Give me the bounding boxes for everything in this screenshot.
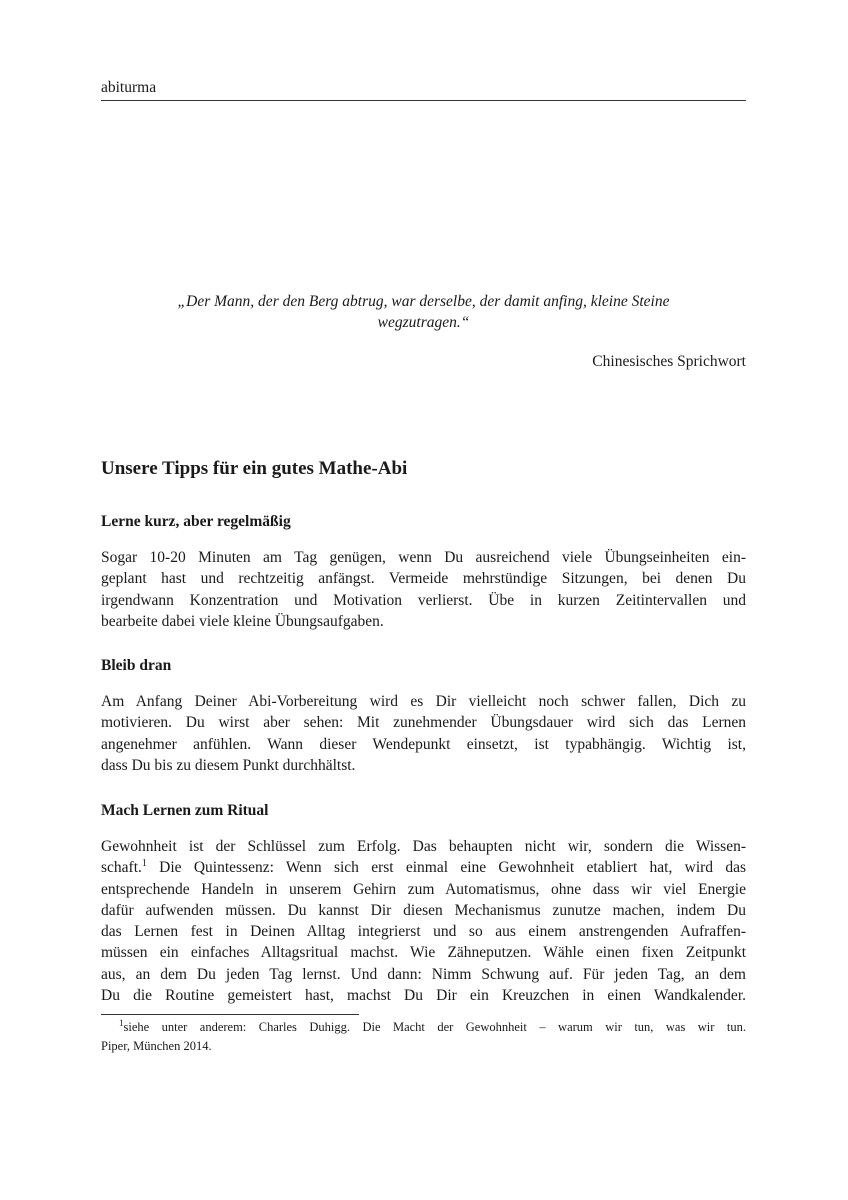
header-title: abiturma xyxy=(101,79,157,96)
paragraph-line: Gewohnheit ist der Schlüssel zum Erfolg. Das behaupten nicht wir, sondern die Wissen- xyxy=(101,838,746,855)
paragraph-text: schaft. xyxy=(101,859,142,877)
paragraph-line xyxy=(101,857,746,878)
subsection-title-lerne-kurz: Lerne kurz, aber regelmäßig xyxy=(101,513,291,530)
footnote-divider xyxy=(101,1014,359,1015)
footnote-text: siehe unter anderem: Charles Duhigg. Die Macht der Gewohnheit – warum wir tun, was wir tun. xyxy=(123,1020,746,1034)
paragraph-line: Du die Routine gemeistert hast, machst Du Dir ein Kreuzchen in einen Wandkalender. xyxy=(101,987,746,1005)
paragraph-ritual xyxy=(101,836,746,1006)
paragraph-text: Die Quintessenz: Wenn sich erst einmal eine Gewohnheit etabliert hat, wird das xyxy=(146,859,746,877)
paragraph-line: das Lernen fest in Deinen Alltag integrierst und so aus einem anstrengenden Aufraffen- xyxy=(101,923,746,941)
paragraph-line: bearbeite dabei viele kleine Übungsaufgaben. xyxy=(101,612,384,630)
footnote xyxy=(101,1018,746,1056)
paragraph-line: geplant hast und rechtzeitig anfängst. Vermeide mehrstündige Sitzungen, bei denen Du xyxy=(101,570,746,588)
footnote-marker: 1 xyxy=(141,858,147,870)
quote-line: „Der Mann, der den Berg abtrug, war derselbe, der damit anfing, kleine Steine xyxy=(177,293,670,310)
paragraph-line: dafür aufwenden müssen. Du kannst Dir diesen Mechanismus zunutze machen, indem Du xyxy=(101,901,746,919)
quote-attribution: Chinesisches Sprichwort xyxy=(592,353,746,370)
paragraph-line: angenehmer anfühlen. Wann dieser Wendepunkt einsetzt, ist typabhängig. Wichtig ist, xyxy=(101,735,746,753)
paragraph-line: entsprechende Handeln in unserem Gehirn zum Automatismus, ohne dass wir viel Energie xyxy=(101,880,746,898)
paragraph-line: motivieren. Du wirst aber sehen: Mit zunehmender Übungsdauer wird sich das Lernen xyxy=(101,714,746,732)
epigraph-quote xyxy=(101,291,746,333)
paragraph-line: Am Anfang Deiner Abi-Vorbereitung wird es Dir vielleicht noch schwer fallen, Dich zu xyxy=(101,693,746,710)
paragraph-line: aus, an dem Du jeden Tag lernst. Und dann: Nimm Schwung auf. Für jeden Tag, an dem xyxy=(101,965,746,983)
paragraph-line: dass Du bis zu diesem Punkt durchhältst. xyxy=(101,756,356,774)
running-header xyxy=(101,78,746,101)
section-title: Unsere Tipps für ein gutes Mathe-Abi xyxy=(101,458,408,479)
paragraph-line: müssen ein einfaches Alltagsritual machst. Wie Zähneputzen. Wähle einen fixen Zeitpunkt xyxy=(101,944,746,962)
footnote-line xyxy=(101,1018,746,1037)
paragraph-lerne-kurz xyxy=(101,547,746,632)
footnote-line: Piper, München 2014. xyxy=(101,1039,212,1053)
footnote-number: 1 xyxy=(119,1018,124,1028)
subsection-title-bleib-dran: Bleib dran xyxy=(101,657,172,674)
paragraph-bleib-dran xyxy=(101,691,746,776)
paragraph-line: Sogar 10-20 Minuten am Tag genügen, wenn Du ausreichend viele Übungseinheiten ein- xyxy=(101,549,746,566)
quote-line: wegzutragen.“ xyxy=(377,314,470,331)
paragraph-line: irgendwann Konzentration und Motivation verlierst. Übe in kurzen Zeitintervallen und xyxy=(101,591,746,609)
subsection-title-ritual: Mach Lernen zum Ritual xyxy=(101,802,269,819)
